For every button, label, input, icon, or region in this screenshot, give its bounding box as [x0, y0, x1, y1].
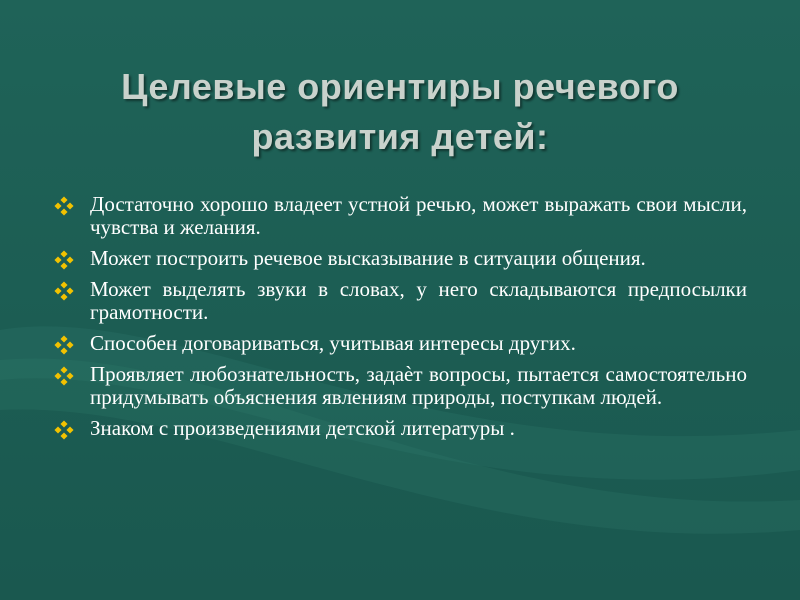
diamond-bullet-icon	[54, 196, 74, 216]
slide-title	[40, 62, 760, 162]
title-line-1: Целевые ориентиры речевого	[121, 66, 679, 107]
list-item-text: Проявляет любознательность, задаѐт вопросы, пытается самостоятельно придумывать объяснения явлениям природы, поступкам людей.	[90, 362, 747, 409]
title-line-2: развития детей:	[251, 116, 549, 157]
list-item	[54, 363, 747, 409]
diamond-bullet-icon	[54, 335, 74, 355]
list-item-text: Знаком с произведениями детской литературы .	[90, 416, 515, 440]
list-item	[54, 193, 747, 239]
list-item-text: Достаточно хорошо владеет устной речью, может выражать свои мысли, чувства и желания.	[90, 192, 747, 239]
list-item	[54, 417, 747, 440]
list-item-text: Может выделять звуки в словах, у него складываются предпосылки грамотности.	[90, 277, 747, 324]
diamond-bullet-icon	[54, 420, 74, 440]
bullet-list	[54, 193, 747, 448]
diamond-bullet-icon	[54, 366, 74, 386]
diamond-bullet-icon	[54, 281, 74, 301]
list-item-text: Способен договариваться, учитывая интересы других.	[90, 331, 576, 355]
list-item-text: Может построить речевое высказывание в ситуации общения.	[90, 246, 646, 270]
list-item	[54, 332, 747, 355]
diamond-bullet-icon	[54, 250, 74, 270]
list-item	[54, 247, 747, 270]
list-item	[54, 278, 747, 324]
